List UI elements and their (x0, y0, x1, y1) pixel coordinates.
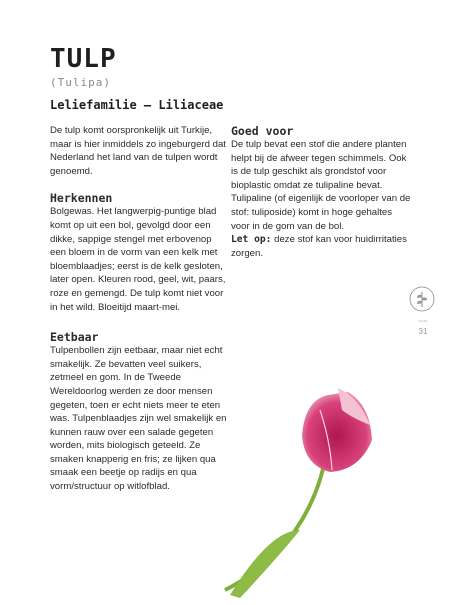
page-number-block (415, 317, 431, 337)
right-column (231, 124, 411, 260)
page-title: TULP (50, 44, 117, 74)
goed-voor-text: De tulp bevat een stof die andere planten helpt bij de afweer tegen schimmels. Ook is de tulp geschikt als grondstof voor bioplastic omdat ze tulipaline bevat. Tulipaline (of eigenlijk de voorloper van de stof: tuliposide) komt in hoge gehaltes voor in de gom van de bol. (231, 139, 411, 232)
herkennen-text: Bolgewas. Het langwerpig-puntige blad komt op uit een bol, gevolgd door een dikke, sappige stengel met erbovenop een bloem in de vorm van een kelk met bloemblaadjes; eerst is de kelk gesloten, later open. Kleuren rood, geel, wit, paars, roze en gemengd. De tulp komt niet voor in het wild. Bloeitijd maart-mei. (50, 206, 226, 313)
eetbaar-text: Tulpenbollen zijn eetbaar, maar niet echt smakelijk. Ze bevatten veel suikers, zetmeel en gom. In de Tweede Wereldoorlog werden ze door mensen gegeten, toen er echt niets meer te eten was. Tulpenblaadjes zijn wel smakelijk en kunnen rauw over een salade gegeten worden, mits biologisch geteeld. Ze smaken knapperig en fris; ze lijken qua smaak een beetje op radijs en qua vorm/structuur op witlofblad. (50, 345, 227, 493)
latin-name: (Tulipa) (50, 76, 111, 89)
plant-family: Leliefamilie – Liliaceae (50, 98, 224, 112)
folio-mark: ~~ (418, 317, 428, 326)
eetbaar-heading: Eetbaar (50, 330, 99, 345)
goed-voor-heading: Goed voor (231, 124, 294, 138)
left-column (50, 124, 228, 494)
herkennen-heading: Herkennen (50, 191, 113, 206)
leaf-emblem-icon (409, 286, 435, 317)
warning-label: Let op: (231, 234, 272, 246)
page-number: 31 (418, 327, 428, 336)
intro-paragraph: De tulp komt oorspronkelijk uit Turkije, maar is hier inmiddels zo ingeburgerd dat Nederland het land van de tulpen wordt genoemd. (50, 125, 226, 177)
tulip-illustration (220, 380, 450, 605)
warning-text: deze stof kan voor huidirritaties zorgen. (231, 234, 407, 259)
warning-note (231, 233, 411, 260)
